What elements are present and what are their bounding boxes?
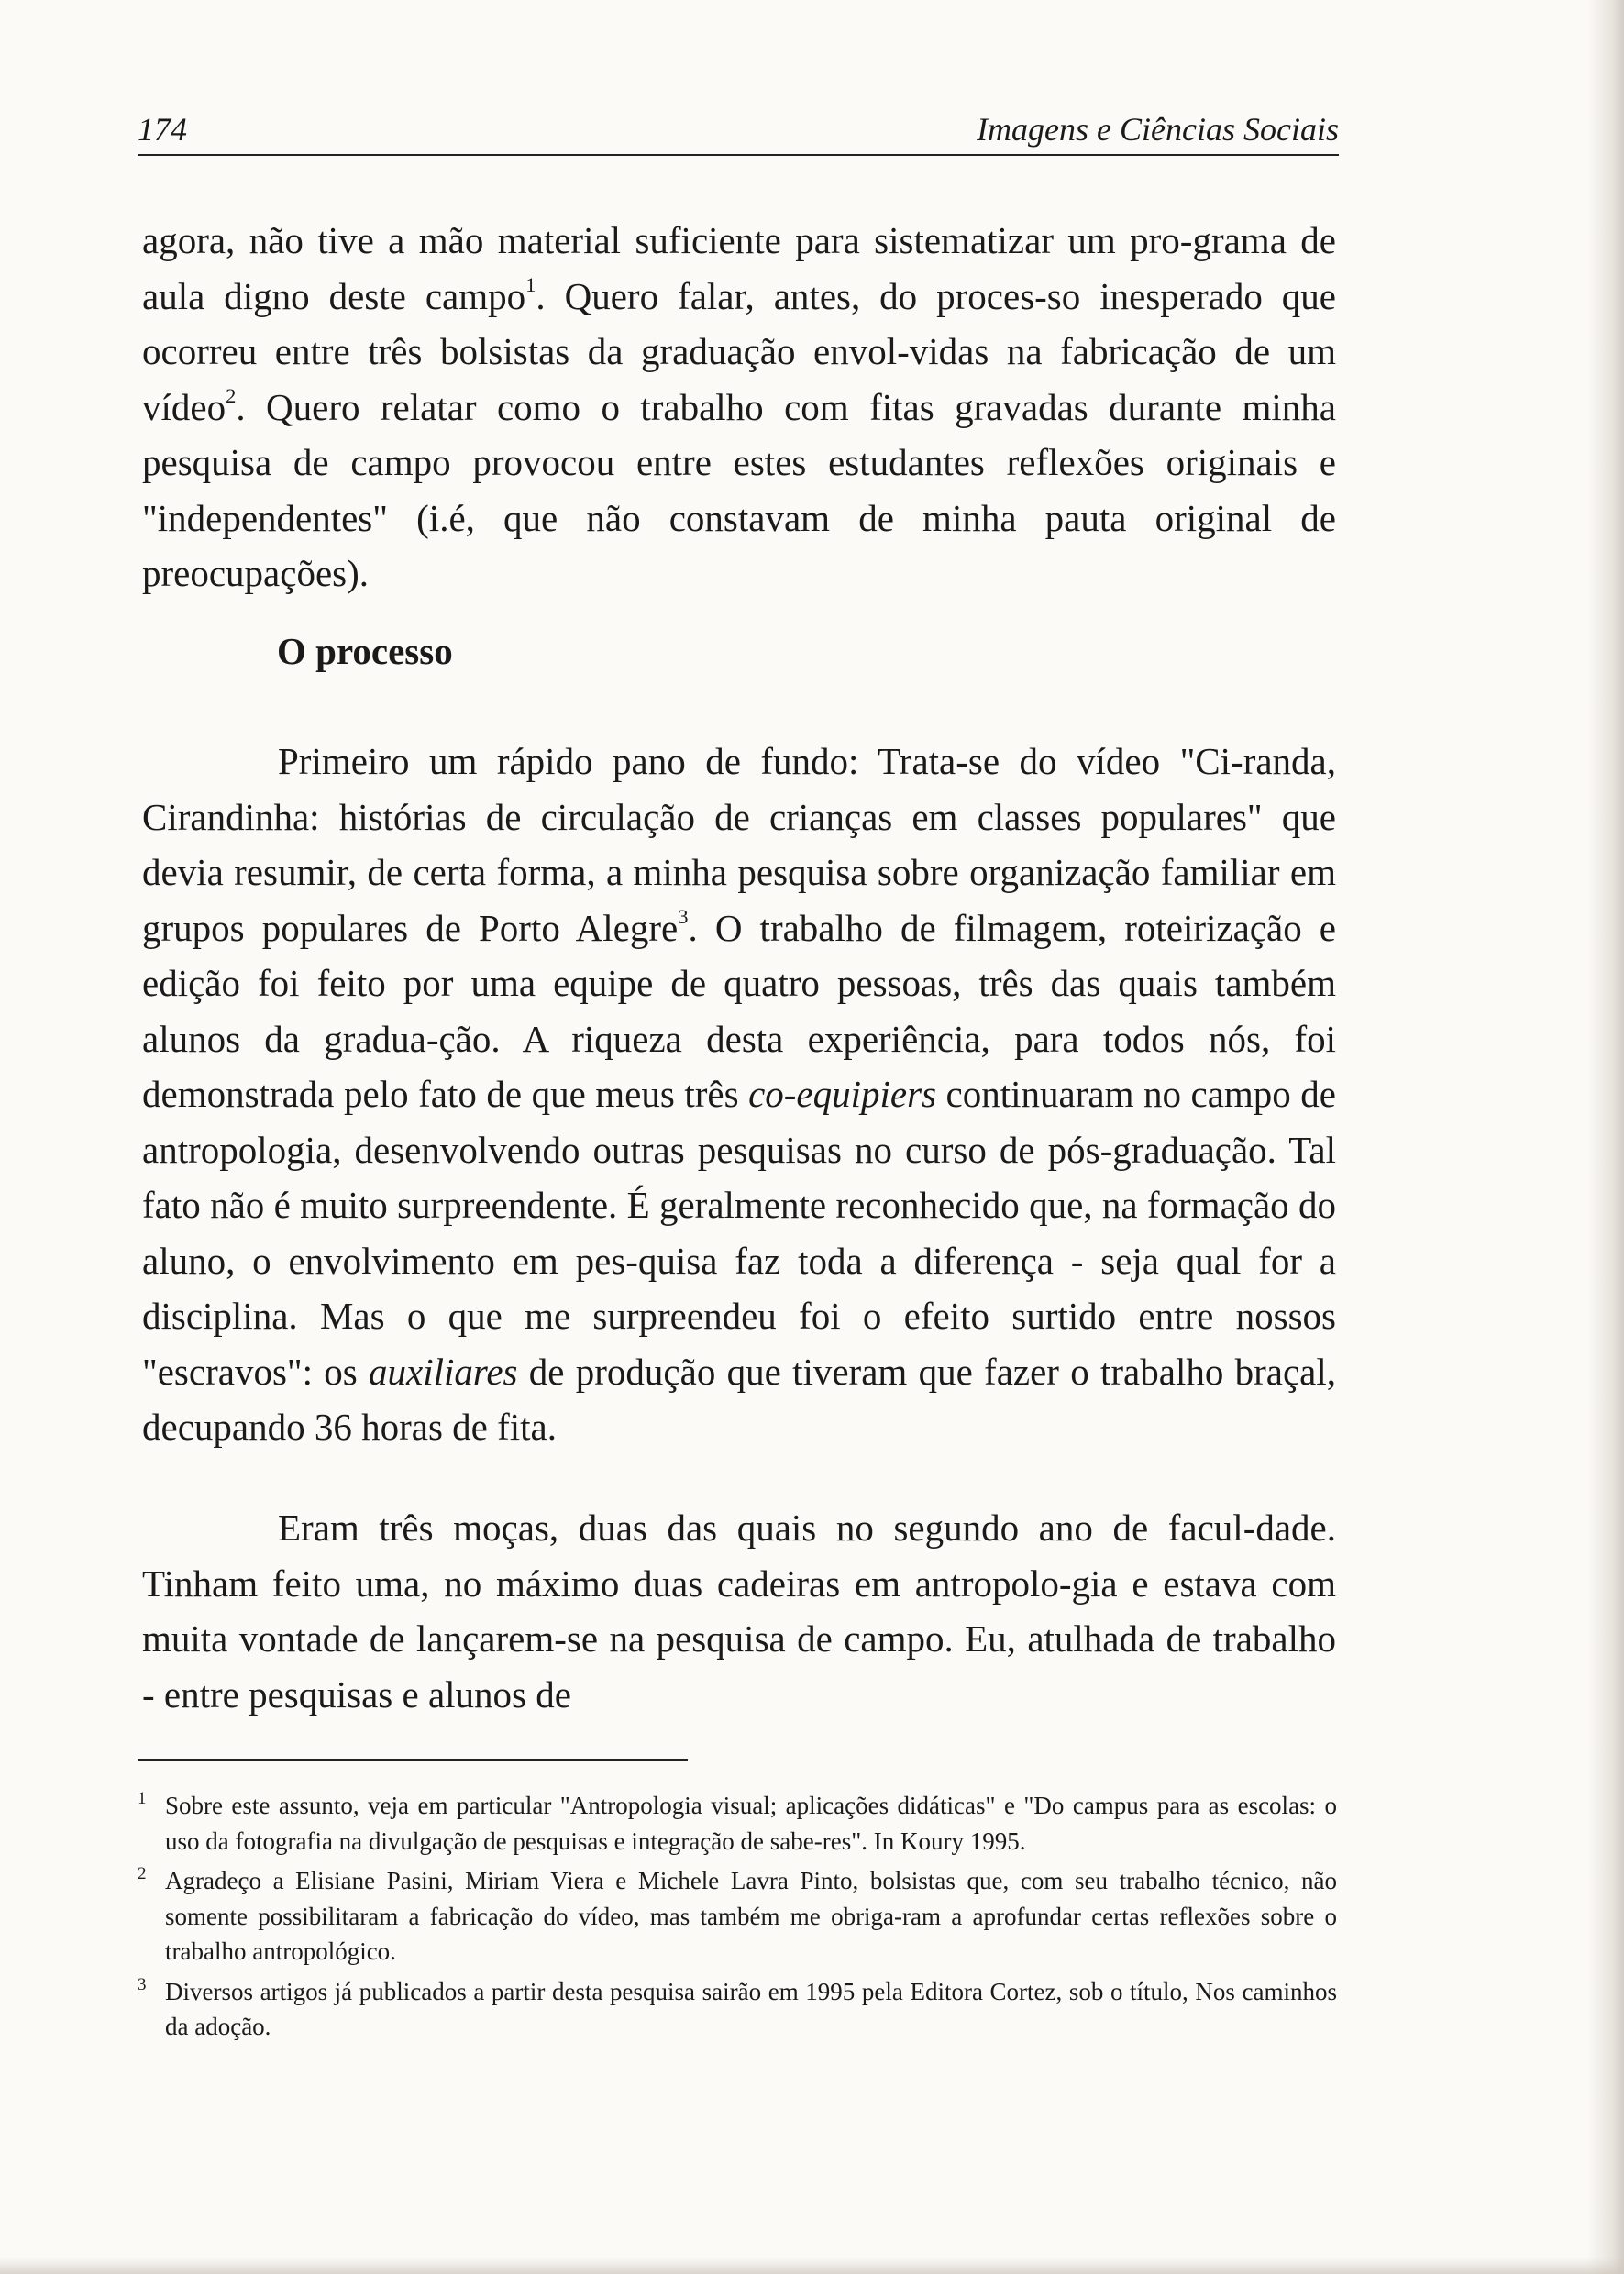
paragraph-3: Eram três moças, duas das quais no segundo ano de facul-dade. Tinham feito uma, no máximo duas cadeiras em antropolo-gia e estava com muita vontade de lançarem-se na pesquisa de campo. Eu, atulhada de trabalho - entre pesquisas e alunos de — [142, 1507, 1336, 1716]
footnote-ref-1: 1 — [525, 272, 536, 296]
footnote-marker-2: 2 — [138, 1864, 147, 1883]
header-rule — [138, 154, 1339, 156]
footnote-rule — [138, 1759, 688, 1761]
emphasis-auxiliares: auxiliares — [369, 1350, 518, 1393]
paragraph-2 — [142, 734, 1336, 1455]
page-header — [138, 110, 1339, 156]
paragraph-1-text-c: . Quero relatar como o trabalho com fitas gravadas durante minha pesquisa de campo provocou entre estes estudantes reflexões originais e "independentes" (i.é, que não constavam de minha pauta original de preocupações). — [142, 385, 1336, 594]
page-number: 174 — [138, 111, 187, 148]
scanned-page-bottom-edge — [0, 2257, 1624, 2274]
paragraph-2-text-d: de produção que tiveram que fazer o trabalho braçal, decupando 36 horas de fita. — [142, 1350, 1337, 1448]
paragraph-1-text-b: . Quero falar, antes, do proces-so inesperado que ocorreu entre três bolsistas da graduação envol-vidas na fabricação de um vídeo — [142, 274, 1336, 428]
paragraph-2-text-b: . O trabalho de filmagem, roteirização e edição foi feito por uma equipe de quatro pessoas, três das quais também alunos da gradua-ção. A riqueza desta experiência, para todos nós, foi demonstrada pelo fato de que meus três — [142, 906, 1336, 1115]
paragraph-1-text-a: agora, não tive a mão material suficiente para sistematizar um pro-grama de aula digno deste campo — [142, 219, 1336, 317]
footnote-3 — [138, 1974, 1337, 2045]
footnotes — [138, 1788, 1337, 2049]
running-title: Imagens e Ciências Sociais — [977, 111, 1339, 148]
paragraph-2-text-c: continuaram no campo de antropologia, desenvolvendo outras pesquisas no curso de pós-graduação. Tal fato não é muito surpreendente. É geralmente reconhecido que, na formação do aluno, o envolvimento em pes-quisa faz toda a diferença - seja qual for a disciplina. Mas o que me surpreendeu foi o efeito surtido entre nossos "escravos": os — [142, 1073, 1337, 1393]
footnote-ref-2: 2 — [226, 383, 237, 407]
paragraph-2-text-a: Primeiro um rápido pano de fundo: Trata-se do vídeo "Ci-randa, Cirandinha: histórias de circulação de crianças em classes populares" que devia resumir, de certa forma, a minha pesquisa sobre organização familiar em grupos populares de Porto Alegre — [142, 740, 1336, 949]
footnote-1 — [138, 1788, 1337, 1859]
footnote-ref-3: 3 — [678, 904, 689, 928]
emphasis-co-equipiers: co-equipiers — [748, 1073, 937, 1115]
section-heading: O processo — [277, 630, 453, 672]
footnote-text-1: Sobre este assunto, veja em particular "Antropologia visual; aplicações didáticas" e "Do campus para as escolas: o uso da fotografia na divulgação de pesquisas e integração de sabe-res". In Koury 1995. — [165, 1792, 1337, 1855]
paragraph-1 — [142, 213, 1336, 602]
footnote-text-3: Diversos artigos já publicados a partir desta pesquisa sairão em 1995 pela Editora Cortez, sob o título, Nos caminhos da adoção. — [165, 1977, 1337, 2040]
footnote-text-2: Agradeço a Elisiane Pasini, Miriam Viera e Michele Lavra Pinto, bolsistas que, com seu trabalho técnico, não somente possibilitaram a fabricação do vídeo, mas também me obriga-ram a aprofundar certas reflexões sobre o trabalho antropológico. — [165, 1867, 1337, 1965]
scanned-page-edge — [1587, 0, 1624, 2274]
footnote-2 — [138, 1863, 1337, 1970]
footnote-marker-1: 1 — [138, 1789, 147, 1808]
footnote-marker-3: 3 — [138, 1974, 147, 1994]
